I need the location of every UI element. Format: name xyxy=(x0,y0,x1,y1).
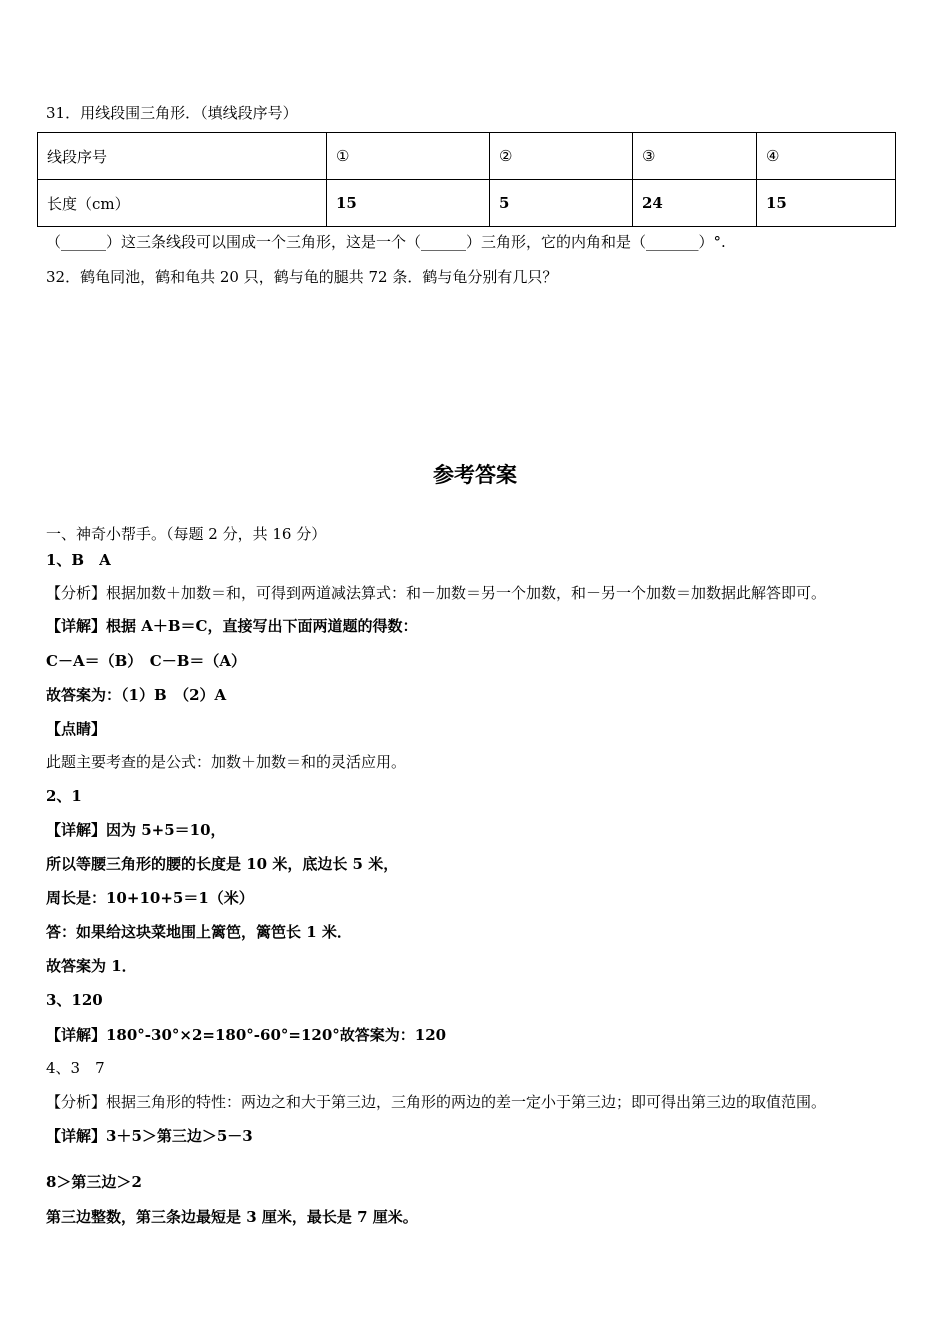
table-cell: 15 xyxy=(327,180,490,227)
answer-line: C－A＝（B） C－B＝（A） xyxy=(46,652,247,670)
fill-in-line: （______）这三条线段可以围成一个三角形，这是一个（______）三角形，它的内角和是（_______）°. xyxy=(46,233,726,251)
answer-line: 一、神奇小帮手。（每题 2 分，共 16 分） xyxy=(46,525,327,543)
answer-line: 2、1 xyxy=(46,787,82,805)
answer-line: 3、120 xyxy=(46,991,103,1009)
answer-line: 故答案为 1． xyxy=(46,957,137,975)
table-cell: ③ xyxy=(633,133,757,180)
answer-line: 【详解】根据 A＋B＝C，直接写出下面两道题的得数： xyxy=(46,617,418,635)
table-cell: ② xyxy=(490,133,633,180)
question-31: 31．用线段围三角形．（填线段序号） xyxy=(46,104,298,122)
table-cell: 15 xyxy=(757,180,896,227)
table-cell: 长度（cm） xyxy=(38,180,327,227)
answer-line: 4、3 7 xyxy=(46,1059,105,1077)
answer-line: 【详解】180°-30°×2=180°-60°=120°故答案为：120 xyxy=(46,1026,447,1044)
answer-line: 【分析】根据加数＋加数＝和，可得到两道减法算式：和－加数＝另一个加数，和－另一个加数＝加数据此解答即可。 xyxy=(46,584,827,602)
answer-line: 【分析】根据三角形的特性：两边之和大于第三边，三角形的两边的差一定小于第三边；即可得出第三边的取值范围。 xyxy=(46,1093,827,1111)
answer-line: 【点睛】 xyxy=(46,720,107,738)
table-cell: 5 xyxy=(490,180,633,227)
answer-line: 所以等腰三角形的腰的长度是 10 米，底边长 5 米， xyxy=(46,855,399,873)
question-32: 32．鹤龟同池，鹤和龟共 20 只，鹤与龟的腿共 72 条．鹤与龟分别有几只？ xyxy=(46,268,558,286)
answer-line: 周长是：10+10+5＝1（米） xyxy=(46,889,254,907)
answer-line: 第三边整数，第三条边最短是 3 厘米，最长是 7 厘米。 xyxy=(46,1208,418,1226)
answer-line: 答：如果给这块菜地围上篱笆，篱笆长 1 米． xyxy=(46,923,352,941)
table-cell: 线段序号 xyxy=(38,133,327,180)
table-row xyxy=(38,133,896,180)
answer-line: 此题主要考查的是公式：加数＋加数＝和的灵活应用。 xyxy=(46,753,407,771)
table-row xyxy=(38,180,896,227)
table-cell: 24 xyxy=(633,180,757,227)
answers-title: 参考答案 xyxy=(433,463,517,487)
answer-line: 【详解】3＋5＞第三边＞5－3 xyxy=(46,1127,253,1145)
answer-line: 1、B A xyxy=(46,551,111,569)
answer-line: 故答案为：（1）B （2）A xyxy=(46,686,227,704)
answer-line: 【详解】因为 5+5＝10， xyxy=(46,821,226,839)
answer-line: 8＞第三边＞2 xyxy=(46,1173,142,1191)
table-cell: ① xyxy=(327,133,490,180)
segment-table xyxy=(37,132,896,227)
table-cell: ④ xyxy=(757,133,896,180)
